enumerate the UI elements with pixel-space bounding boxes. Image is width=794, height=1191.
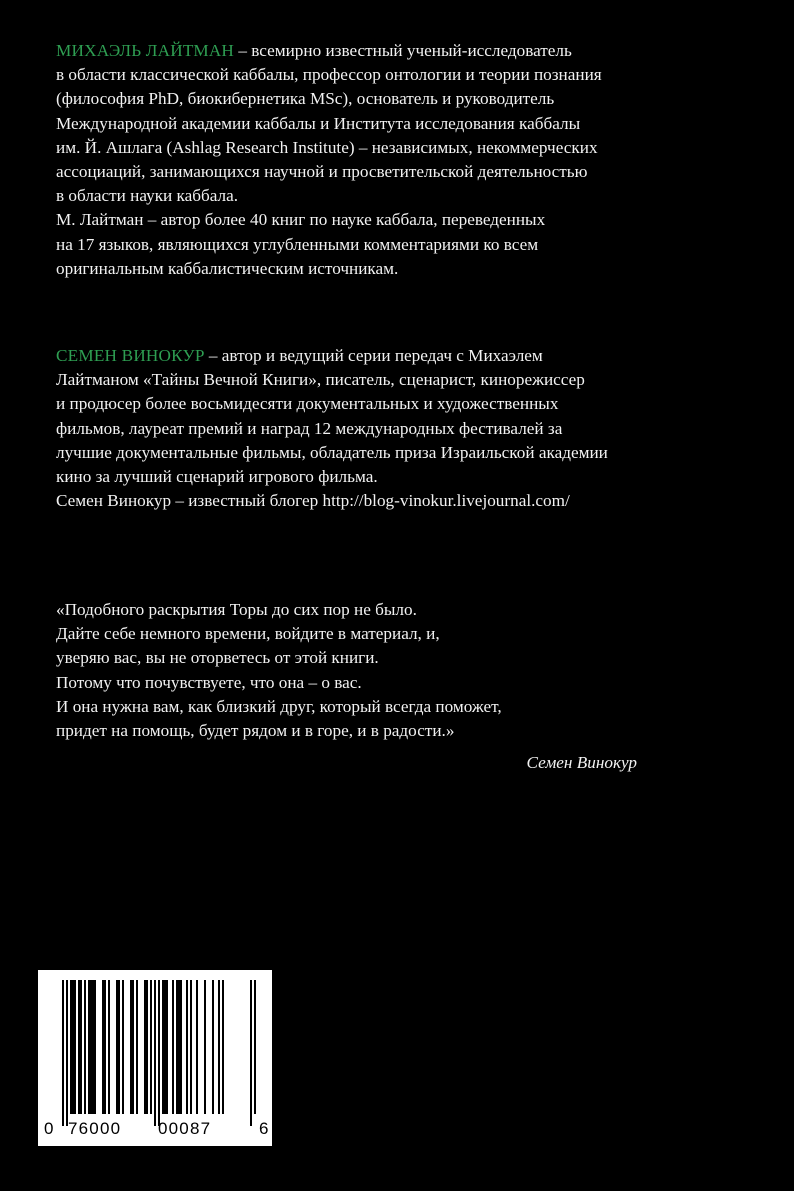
bio-line: в области науки каббала. bbox=[56, 186, 239, 206]
barcode-bar bbox=[122, 980, 124, 1114]
barcode-last-digit: 6 bbox=[259, 1119, 269, 1138]
quote-line: уверяю вас, вы не оторветесь от этой книги. bbox=[56, 648, 379, 668]
barcode-bar bbox=[212, 980, 214, 1114]
barcode-bar bbox=[222, 980, 224, 1114]
author-name: МИХАЭЛЬ ЛАЙТМАН bbox=[56, 41, 235, 60]
barcode-bar bbox=[104, 980, 106, 1114]
quote bbox=[56, 598, 656, 743]
bio-line: им. Й. Ашлага (Ashlag Research Institute) – независимых, некоммерческих bbox=[56, 137, 598, 157]
barcode-bar bbox=[116, 980, 118, 1114]
barcode-bar bbox=[162, 980, 164, 1114]
barcode-bar bbox=[186, 980, 188, 1114]
barcode-bar bbox=[250, 980, 252, 1126]
barcode-bar bbox=[130, 980, 132, 1114]
bio-text: – автор и ведущий серии передач с Михаэлем bbox=[204, 346, 543, 365]
barcode-bar bbox=[90, 980, 92, 1114]
barcode-first-digit: 0 bbox=[44, 1119, 54, 1138]
barcode-bar bbox=[204, 980, 206, 1114]
barcode-bar bbox=[144, 980, 146, 1114]
barcode-bar bbox=[158, 980, 160, 1126]
barcode-bar bbox=[176, 980, 178, 1114]
bio-text: – всемирно известный ученый-исследователь bbox=[234, 41, 572, 60]
barcode-bar bbox=[62, 980, 64, 1126]
barcode-bar bbox=[166, 980, 168, 1114]
quote-line: «Подобного раскрытия Торы до сих пор не было. bbox=[56, 600, 417, 619]
barcode-number bbox=[38, 1117, 272, 1141]
barcode-bar bbox=[88, 980, 90, 1114]
quote-attribution: Семен Винокур bbox=[526, 753, 637, 772]
bio-line bbox=[56, 344, 656, 368]
bio-line: лучшие документальные фильмы, обладатель приза Израильской академии bbox=[56, 442, 608, 462]
barcode-bar bbox=[72, 980, 74, 1114]
bio-line: ассоциаций, занимающихся научной и просветительской деятельностью bbox=[56, 162, 588, 182]
bio-line bbox=[56, 39, 656, 63]
bio-line: и продюсер более восьмидесяти документальных и художественных bbox=[56, 394, 559, 414]
barcode-bar bbox=[70, 980, 72, 1114]
barcode-bar bbox=[94, 980, 96, 1114]
barcode-bar bbox=[196, 980, 198, 1114]
barcode-bar bbox=[146, 980, 148, 1114]
barcode-bar bbox=[172, 980, 174, 1114]
barcode-bar bbox=[118, 980, 120, 1114]
barcode-bar bbox=[74, 980, 76, 1114]
barcode-bar bbox=[132, 980, 134, 1114]
bio-line: М. Лайтман – автор более 40 книг по науке каббала, переведенных bbox=[56, 210, 546, 230]
barcode-bar bbox=[102, 980, 104, 1114]
bio-line: оригинальным каббалистическим источникам. bbox=[56, 258, 399, 278]
barcode-left-group: 76000 bbox=[68, 1119, 122, 1138]
author-bio-laitman bbox=[56, 39, 656, 281]
bio-line: (философия PhD, биокибернетика MSc), основатель и руководитель bbox=[56, 89, 555, 109]
barcode bbox=[38, 970, 272, 1146]
barcode-bar bbox=[254, 980, 256, 1114]
bio-line: кино за лучший сценарий игрового фильма. bbox=[56, 467, 378, 487]
bio-line: в области классической каббалы, профессор онтологии и теории познания bbox=[56, 65, 602, 85]
barcode-bar bbox=[190, 980, 192, 1114]
bio-line: на 17 языков, являющихся углубленными комментариями ко всем bbox=[56, 234, 539, 254]
barcode-bar bbox=[218, 980, 220, 1114]
barcode-bar bbox=[92, 980, 94, 1114]
bio-line: Международной академии каббалы и Института исследования каббалы bbox=[56, 113, 581, 133]
barcode-bar bbox=[164, 980, 166, 1114]
bio-line: Лайтманом «Тайны Вечной Книги», писатель, сценарист, кинорежиссер bbox=[56, 370, 585, 390]
bio-line: фильмов, лауреат премий и наград 12 международных фестивалей за bbox=[56, 418, 563, 438]
barcode-bar bbox=[80, 980, 82, 1114]
barcode-bar bbox=[78, 980, 80, 1114]
author-name: СЕМЕН ВИНОКУР bbox=[56, 346, 205, 365]
barcode-bar bbox=[150, 980, 152, 1114]
bio-line: Семен Винокур – известный блогер http://blog-vinokur.livejournal.com/ bbox=[56, 491, 570, 511]
quote-line: придет на помощь, будет рядом и в горе, и в радости.» bbox=[56, 721, 455, 741]
quote-line: Дайте себе немного времени, войдите в материал, и, bbox=[56, 624, 440, 644]
barcode-bar bbox=[154, 980, 156, 1126]
barcode-bar bbox=[178, 980, 180, 1114]
barcode-bar bbox=[180, 980, 182, 1114]
quote-line: И она нужна вам, как близкий друг, который всегда поможет, bbox=[56, 696, 502, 716]
quote-line: Потому что почувствуете, что она – о вас. bbox=[56, 672, 362, 692]
barcode-bar bbox=[84, 980, 86, 1114]
barcode-right-group: 00087 bbox=[158, 1119, 212, 1138]
author-bio-vinokur bbox=[56, 344, 656, 513]
barcode-bar bbox=[66, 980, 68, 1126]
barcode-bar bbox=[136, 980, 138, 1114]
barcode-bar bbox=[108, 980, 110, 1114]
